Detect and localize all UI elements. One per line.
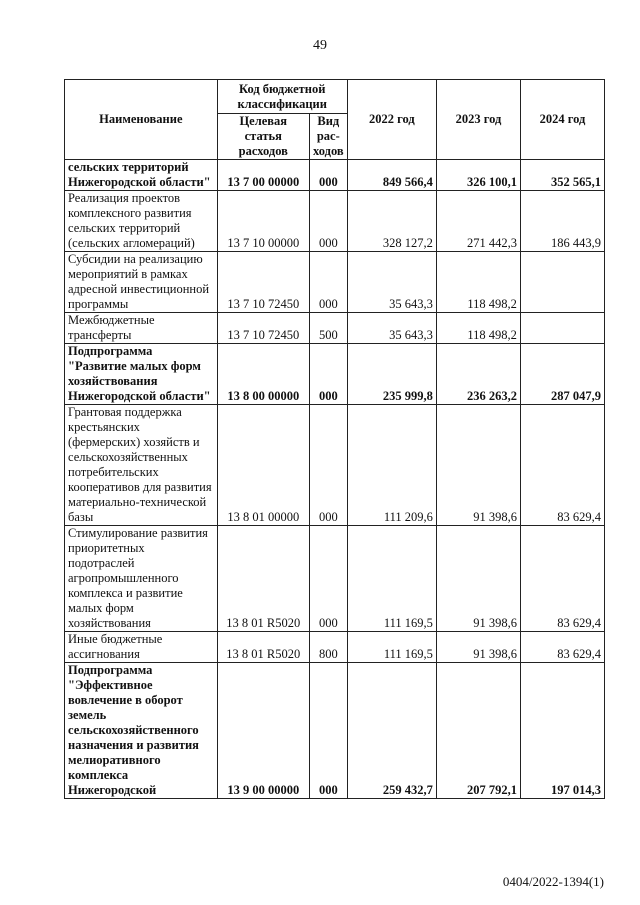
table-row <box>65 663 605 799</box>
table-row <box>65 252 605 313</box>
row-value-2024: 83 629,4 <box>520 632 604 663</box>
row-value-2024: 83 629,4 <box>520 405 604 526</box>
table-row <box>65 160 605 191</box>
table-row <box>65 526 605 632</box>
row-name: сельских территорий Нижегородской области" <box>65 160 218 191</box>
row-expense-type: 000 <box>309 526 347 632</box>
table-body <box>65 160 605 799</box>
row-name: Иные бюджетные ассигнования <box>65 632 218 663</box>
row-value-2023: 326 100,1 <box>436 160 520 191</box>
row-target-code: 13 8 01 00000 <box>217 405 309 526</box>
table-row <box>65 313 605 344</box>
row-target-code: 13 8 00 00000 <box>217 344 309 405</box>
row-name: Подпрограмма "Развитие малых форм хозяйствования Нижегородской области" <box>65 344 218 405</box>
row-value-2024: 83 629,4 <box>520 526 604 632</box>
row-value-2024: 186 443,9 <box>520 191 604 252</box>
row-value-2022: 235 999,8 <box>347 344 436 405</box>
table-row <box>65 405 605 526</box>
row-name: Субсидии на реализацию мероприятий в рамках адресной инвестиционной программы <box>65 252 218 313</box>
row-value-2024 <box>520 252 604 313</box>
row-value-2022: 259 432,7 <box>347 663 436 799</box>
row-name: Подпрограмма "Эффективное вовлечение в оборот земель сельскохозяйственного назначения и развития мелиоративного комплекса Нижегородской <box>65 663 218 799</box>
row-value-2023: 91 398,6 <box>436 405 520 526</box>
row-target-code: 13 9 00 00000 <box>217 663 309 799</box>
row-expense-type: 000 <box>309 160 347 191</box>
header-target-article: Целевая статья расходов <box>217 114 309 160</box>
row-value-2022: 35 643,3 <box>347 252 436 313</box>
row-value-2022: 111 169,5 <box>347 526 436 632</box>
row-value-2024 <box>520 313 604 344</box>
row-value-2023: 207 792,1 <box>436 663 520 799</box>
header-expense-type: Вид рас-ходов <box>309 114 347 160</box>
header-year-2024: 2024 год <box>520 80 604 160</box>
row-target-code: 13 7 10 72450 <box>217 313 309 344</box>
table-row <box>65 632 605 663</box>
row-name: Грантовая поддержка крестьянских (фермерских) хозяйств и сельскохозяйственных потребительских кооперативов для развития материально-технической базы <box>65 405 218 526</box>
row-expense-type: 500 <box>309 313 347 344</box>
row-value-2024: 287 047,9 <box>520 344 604 405</box>
row-value-2023: 236 263,2 <box>436 344 520 405</box>
row-value-2022: 35 643,3 <box>347 313 436 344</box>
row-target-code: 13 7 10 00000 <box>217 191 309 252</box>
table-header <box>65 80 605 160</box>
row-value-2023: 91 398,6 <box>436 526 520 632</box>
row-target-code: 13 7 10 72450 <box>217 252 309 313</box>
row-expense-type: 800 <box>309 632 347 663</box>
row-expense-type: 000 <box>309 405 347 526</box>
row-target-code: 13 8 01 R5020 <box>217 632 309 663</box>
row-name: Стимулирование развития приоритетных подотраслей агропромышленного комплекса и развитие малых форм хозяйствования <box>65 526 218 632</box>
header-year-2022: 2022 год <box>347 80 436 160</box>
header-year-2023: 2023 год <box>436 80 520 160</box>
row-value-2023: 91 398,6 <box>436 632 520 663</box>
row-name: Реализация проектов комплексного развития сельских территорий (сельских агломераций) <box>65 191 218 252</box>
budget-table <box>64 79 605 799</box>
row-value-2022: 111 169,5 <box>347 632 436 663</box>
row-expense-type: 000 <box>309 252 347 313</box>
row-expense-type: 000 <box>309 344 347 405</box>
row-value-2022: 328 127,2 <box>347 191 436 252</box>
header-name: Наименование <box>65 80 218 160</box>
row-value-2022: 111 209,6 <box>347 405 436 526</box>
row-name: Межбюджетные трансферты <box>65 313 218 344</box>
table-row <box>65 191 605 252</box>
row-value-2022: 849 566,4 <box>347 160 436 191</box>
page-number: 49 <box>313 38 327 53</box>
row-value-2023: 118 498,2 <box>436 313 520 344</box>
table-row <box>65 344 605 405</box>
row-value-2023: 118 498,2 <box>436 252 520 313</box>
row-value-2024: 197 014,3 <box>520 663 604 799</box>
row-target-code: 13 8 01 R5020 <box>217 526 309 632</box>
row-value-2024: 352 565,1 <box>520 160 604 191</box>
row-target-code: 13 7 00 00000 <box>217 160 309 191</box>
header-code-group: Код бюджетной классификации <box>217 80 347 114</box>
row-expense-type: 000 <box>309 663 347 799</box>
row-expense-type: 000 <box>309 191 347 252</box>
document-code: 0404/2022-1394(1) <box>502 874 604 889</box>
row-value-2023: 271 442,3 <box>436 191 520 252</box>
